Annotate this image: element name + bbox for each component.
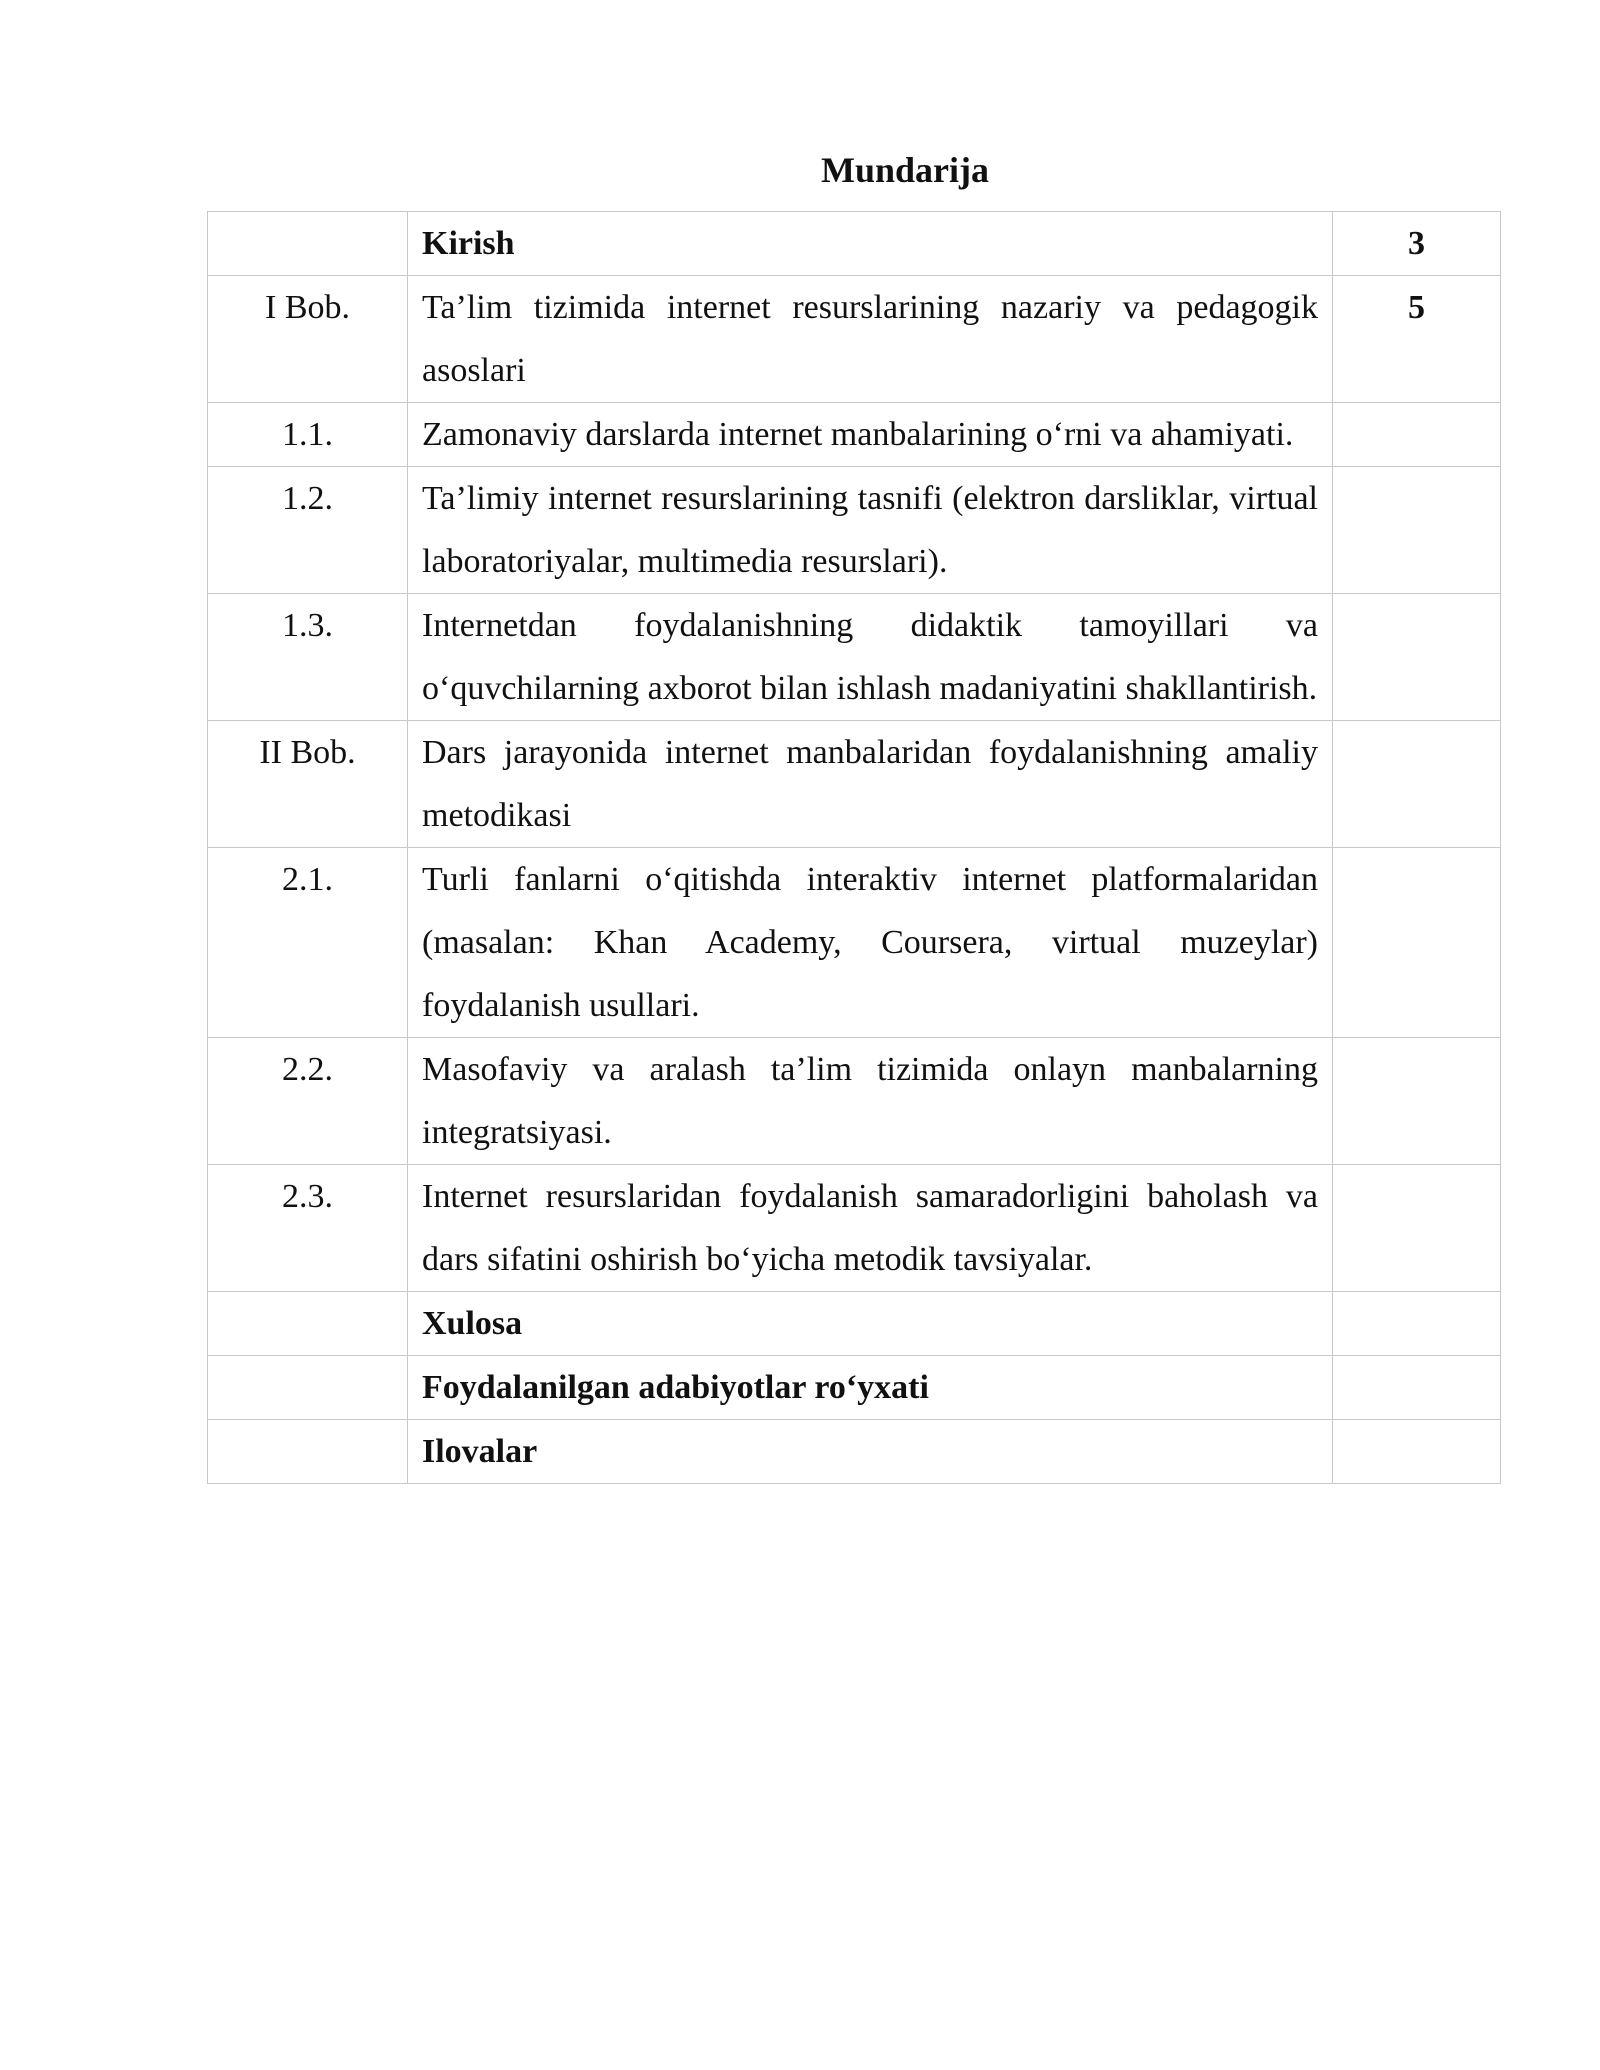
toc-section-title: Zamonaviy darslarda internet manbalarining o‘rni va ahamiyati. bbox=[408, 403, 1333, 467]
toc-row-chapter-2 bbox=[208, 721, 1501, 848]
toc-section-number: 2.1. bbox=[208, 848, 408, 1038]
toc-page-number: 3 bbox=[1333, 212, 1501, 276]
table-of-contents bbox=[207, 211, 1501, 1484]
toc-row-1-3 bbox=[208, 594, 1501, 721]
toc-row-1-1 bbox=[208, 403, 1501, 467]
toc-row-appendices bbox=[208, 1420, 1501, 1484]
toc-page-number bbox=[1333, 1038, 1501, 1165]
toc-row-2-3 bbox=[208, 1165, 1501, 1292]
toc-page-number bbox=[1333, 1356, 1501, 1420]
toc-section-title: Xulosa bbox=[408, 1292, 1333, 1356]
toc-row-2-1 bbox=[208, 848, 1501, 1038]
toc-page-number: 5 bbox=[1333, 276, 1501, 403]
toc-row-1-2 bbox=[208, 467, 1501, 594]
toc-section-number bbox=[208, 1356, 408, 1420]
toc-page-number bbox=[1333, 1420, 1501, 1484]
toc-section-title: Ta’limiy internet resurslarining tasnifi (elektron darsliklar, virtual laboratoriyalar, multimedia resurslari). bbox=[408, 467, 1333, 594]
toc-section-number: I Bob. bbox=[208, 276, 408, 403]
toc-section-title: Masofaviy va aralash ta’lim tizimida onlayn manbalarning integratsiyasi. bbox=[408, 1038, 1333, 1165]
toc-section-title: Ilovalar bbox=[408, 1420, 1333, 1484]
toc-row-references bbox=[208, 1356, 1501, 1420]
toc-section-title: Foydalanilgan adabiyotlar ro‘yxati bbox=[408, 1356, 1333, 1420]
toc-row-chapter-1 bbox=[208, 276, 1501, 403]
toc-row-2-2 bbox=[208, 1038, 1501, 1165]
toc-section-number bbox=[208, 1420, 408, 1484]
toc-section-number: 2.2. bbox=[208, 1038, 408, 1165]
toc-section-number: 1.3. bbox=[208, 594, 408, 721]
page-title: Mundarija bbox=[820, 150, 989, 190]
toc-section-title: Turli fanlarni o‘qitishda interaktiv internet platformalaridan (masalan: Khan Academy, Coursera, virtual muzeylar) foydalanish usullari. bbox=[408, 848, 1333, 1038]
toc-page-number bbox=[1333, 594, 1501, 721]
toc-section-number: II Bob. bbox=[208, 721, 408, 848]
toc-section-number bbox=[208, 1292, 408, 1356]
toc-section-title: Internet resurslaridan foydalanish samaradorligini baholash va dars sifatini oshirish bo‘yicha metodik tavsiyalar. bbox=[408, 1165, 1333, 1292]
toc-row-introduction bbox=[208, 212, 1501, 276]
toc-section-number: 1.2. bbox=[208, 467, 408, 594]
toc-page-number bbox=[1333, 848, 1501, 1038]
toc-page-number bbox=[1333, 403, 1501, 467]
toc-section-number: 1.1. bbox=[208, 403, 408, 467]
toc-row-conclusion bbox=[208, 1292, 1501, 1356]
toc-page-number bbox=[1333, 721, 1501, 848]
toc-section-title: Internetdan foydalanishning didaktik tamoyillari va o‘quvchilarning axborot bilan ishlash madaniyatini shakllantirish. bbox=[408, 594, 1333, 721]
toc-section-title: Ta’lim tizimida internet resurslarining nazariy va pedagogik asoslari bbox=[408, 276, 1333, 403]
toc-page-number bbox=[1333, 467, 1501, 594]
toc-section-title: Kirish bbox=[408, 212, 1333, 276]
toc-section-number bbox=[208, 212, 408, 276]
toc-section-number: 2.3. bbox=[208, 1165, 408, 1292]
toc-section-title: Dars jarayonida internet manbalaridan foydalanishning amaliy metodikasi bbox=[408, 721, 1333, 848]
toc-page-number bbox=[1333, 1165, 1501, 1292]
toc-page-number bbox=[1333, 1292, 1501, 1356]
